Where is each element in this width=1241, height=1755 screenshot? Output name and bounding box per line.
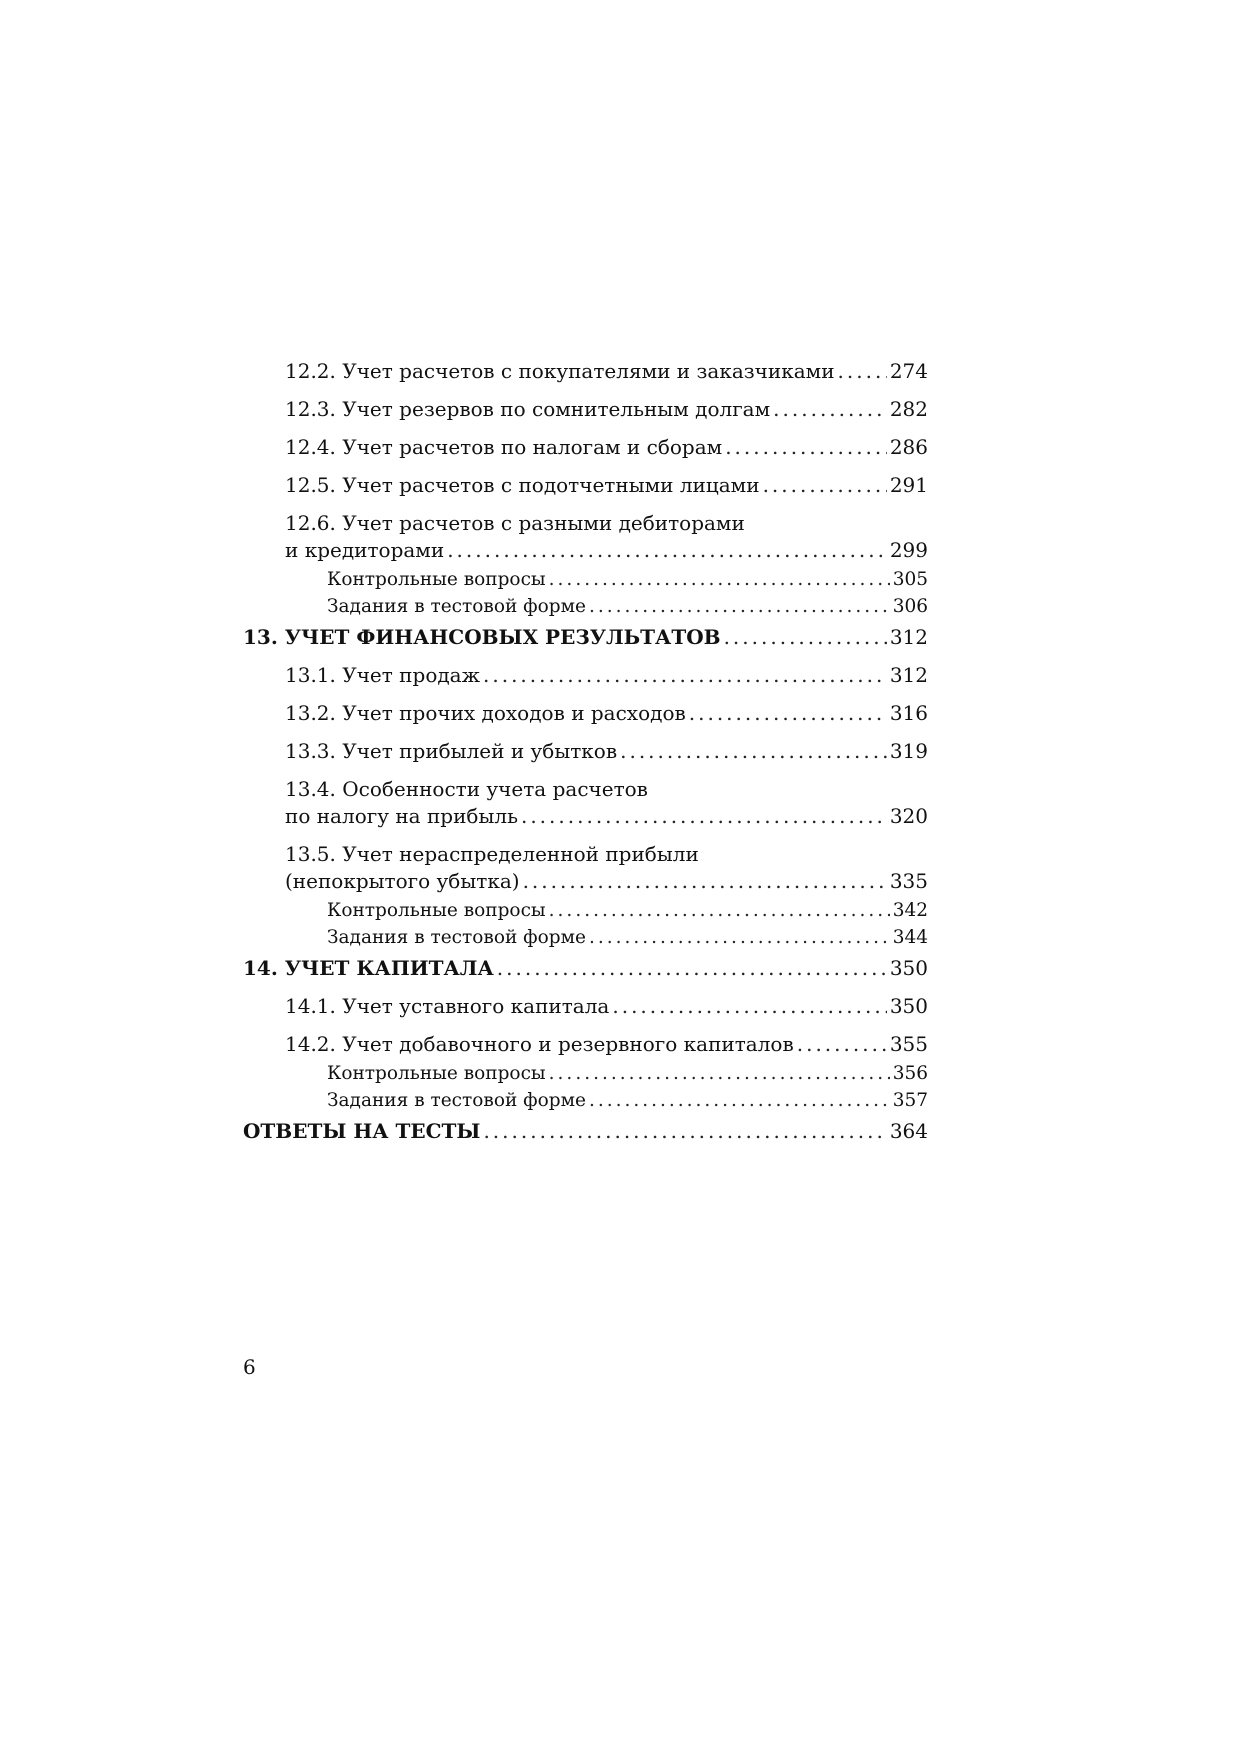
toc-entry[interactable] <box>243 924 928 951</box>
toc-entry-title-line1: 12.6. Учет расчетов с разными дебиторами <box>285 511 745 535</box>
toc-entry[interactable] <box>243 396 928 423</box>
toc-entry-title: Задания в тестовой форме <box>327 1090 586 1111</box>
toc-entry-title: Контрольные вопросы <box>327 569 546 590</box>
toc-entry-page: 306 <box>892 596 928 617</box>
toc-entry-page: 282 <box>889 397 928 421</box>
toc-entry[interactable] <box>243 700 928 727</box>
toc-entry-title: 13.2. Учет прочих доходов и расходов <box>285 701 686 725</box>
dot-leader <box>483 662 887 689</box>
toc-entry-title: Контрольные вопросы <box>327 1063 546 1084</box>
toc-chapter[interactable] <box>243 1118 928 1145</box>
dot-leader <box>483 1118 886 1145</box>
dot-leader <box>589 593 890 620</box>
toc-entry-page: 291 <box>889 473 928 497</box>
toc-entry-title: Задания в тестовой форме <box>327 927 586 948</box>
toc-entry[interactable] <box>243 1031 928 1058</box>
toc-chapter-title: 13. УЧЕТ ФИНАНСОВЫХ РЕЗУЛЬТАТОВ <box>243 625 721 649</box>
dot-leader <box>549 897 890 924</box>
dot-leader <box>612 993 886 1020</box>
toc-entry-page: 312 <box>889 625 928 649</box>
dot-leader <box>589 1087 890 1114</box>
toc-entry-page: 305 <box>892 569 928 590</box>
toc-entry[interactable] <box>243 841 928 895</box>
toc-entry-page: 350 <box>889 994 928 1018</box>
toc-entry-title: 13.1. Учет продаж <box>285 663 480 687</box>
dot-leader <box>521 803 887 830</box>
dot-leader <box>589 924 890 951</box>
toc-entry[interactable] <box>243 738 928 765</box>
toc-entry-page: 299 <box>889 538 928 562</box>
toc-entry-title: (непокрытого убытка) <box>285 869 520 893</box>
toc-entry-page: 335 <box>889 869 928 893</box>
toc-entry[interactable] <box>243 993 928 1020</box>
toc-entry[interactable] <box>243 662 928 689</box>
toc-entry-title: 14.1. Учет уставного капитала <box>285 994 610 1018</box>
dot-leader <box>689 700 887 727</box>
toc-entry-title: 12.5. Учет расчетов с подотчетными лицами <box>285 473 760 497</box>
toc-entry-page: 312 <box>889 663 928 687</box>
toc-entry[interactable] <box>243 510 928 564</box>
dot-leader <box>549 1060 890 1087</box>
dot-leader <box>773 396 887 423</box>
toc-entry-title: Задания в тестовой форме <box>327 596 586 617</box>
dot-leader <box>549 566 890 593</box>
toc-entry-page: 356 <box>892 1063 928 1084</box>
toc-entry-page: 344 <box>892 927 928 948</box>
toc-entry-page: 350 <box>889 956 928 980</box>
dot-leader <box>620 738 887 765</box>
toc-entry[interactable] <box>243 566 928 593</box>
toc-entry-page: 286 <box>889 435 928 459</box>
page-number: 6 <box>243 1355 256 1379</box>
toc-entry-title: 12.3. Учет резервов по сомнительным долгам <box>285 397 771 421</box>
toc-entry-page: 364 <box>889 1119 928 1143</box>
toc-chapter[interactable] <box>243 955 928 982</box>
toc-entry-title: 13.3. Учет прибылей и убытков <box>285 739 618 763</box>
toc-entry-title: 14.2. Учет добавочного и резервного капиталов <box>285 1032 794 1056</box>
toc-entry[interactable] <box>243 472 928 499</box>
dot-leader <box>724 624 887 651</box>
toc-entry[interactable] <box>243 358 928 385</box>
toc-entry-title: по налогу на прибыль <box>285 804 518 828</box>
toc-entry-page: 316 <box>889 701 928 725</box>
table-of-contents <box>243 358 928 1145</box>
toc-entry-title: 12.2. Учет расчетов с покупателями и заказчиками <box>285 359 835 383</box>
dot-leader <box>447 537 887 564</box>
dot-leader <box>725 434 887 461</box>
dot-leader <box>523 868 887 895</box>
dot-leader <box>497 955 887 982</box>
toc-entry[interactable] <box>243 434 928 461</box>
toc-entry-title-line1: 13.5. Учет нераспределенной прибыли <box>285 842 699 866</box>
toc-entry[interactable] <box>243 1060 928 1087</box>
toc-entry-title: Контрольные вопросы <box>327 900 546 921</box>
toc-entry-page: 355 <box>889 1032 928 1056</box>
toc-chapter-title: 14. УЧЕТ КАПИТАЛА <box>243 956 494 980</box>
dot-leader <box>797 1031 887 1058</box>
toc-entry-page: 319 <box>889 739 928 763</box>
toc-entry-title-line1: 13.4. Особенности учета расчетов <box>285 777 648 801</box>
toc-entry-title: и кредиторами <box>285 538 445 562</box>
toc-entry-page: 342 <box>892 900 928 921</box>
toc-chapter-title: ОТВЕТЫ НА ТЕСТЫ <box>243 1119 481 1143</box>
toc-entry[interactable] <box>243 897 928 924</box>
toc-entry-page: 357 <box>892 1090 928 1111</box>
toc-entry-page: 320 <box>889 804 928 828</box>
toc-entry-title: 12.4. Учет расчетов по налогам и сборам <box>285 435 723 459</box>
toc-entry-page: 274 <box>889 359 928 383</box>
toc-entry[interactable] <box>243 593 928 620</box>
dot-leader <box>838 358 887 385</box>
toc-entry[interactable] <box>243 1087 928 1114</box>
toc-chapter[interactable] <box>243 624 928 651</box>
toc-entry[interactable] <box>243 776 928 830</box>
dot-leader <box>763 472 887 499</box>
